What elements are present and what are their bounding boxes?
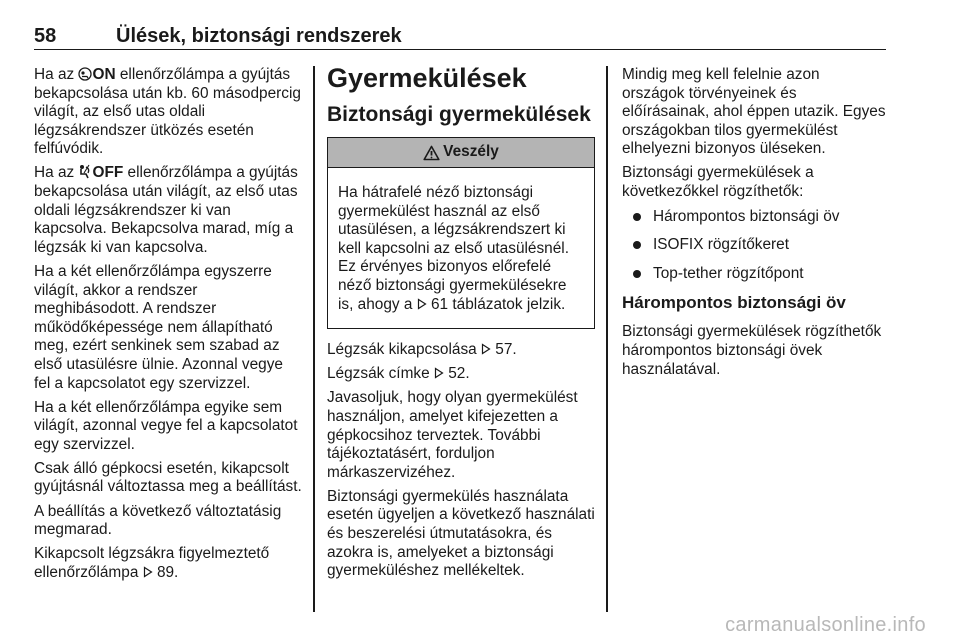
paragraph: Ha az OFF ellenőrzőlámpa a gyújtás bekapcsolása után világít, az első utas oldali légzsákrendszer ki van kapcsolva. Bekapcsolva marad, míg a légzsák ki van kapcsolva. [34, 164, 298, 256]
page-reference-link[interactable]: 89. [143, 564, 179, 583]
column-right [622, 66, 886, 385]
reference-arrow-icon [143, 566, 153, 578]
paragraph: Légzsák kikapcsolása 57. [327, 341, 517, 359]
reference-arrow-icon [417, 298, 427, 310]
paragraph: Légzsák címke 52. [327, 365, 470, 383]
bullet-list [622, 208, 886, 284]
warning-header [328, 138, 594, 168]
list-item: Top-tether rögzítőpont [622, 265, 886, 284]
paragraph: Kikapcsolt légzsákra figyelmeztető ellenőrzőlámpa 89. [34, 545, 270, 581]
paragraph: Ha a két ellenőrzőlámpa egyike sem világít, azonnal vegye fel a kapcsolatot egy szervizzel. [34, 398, 298, 453]
paragraph: Biztonsági gyermekülések rögzíthetők hárompontos biztonsági övek használatával. [622, 323, 882, 378]
warning-triangle-icon [423, 145, 440, 161]
page-reference-link[interactable]: 52. [434, 365, 470, 384]
page-reference-link[interactable]: 57. [481, 341, 517, 360]
page-number: 58 [34, 25, 57, 47]
paragraph: Biztonsági gyermekülés használata esetén ügyeljen a következő használati és beszerelési útmutatásokra, és azokra is, amelyeket a biztonsági gyermeküléshez mellékeltek. [327, 487, 595, 580]
bullet-icon [633, 241, 641, 249]
paragraph: A beállítás a következő változtatásig megmarad. [34, 502, 282, 539]
column-divider [606, 66, 608, 612]
warning-text: Ha hátrafelé néző biztonsági gyermekülést használ az első utasülésen, a légzsákrendszert ki kell kapcsolni az első utasülésnél. Ez érvényes bizonyos előrefelé néző biztonsági gyermekülésekre is, ahogy a 61 táblázatok jelzik. [338, 184, 569, 313]
page-reference-link[interactable]: 61 táblázatok [417, 296, 523, 315]
airbag-off-icon [78, 164, 92, 179]
section-heading: Gyermekülések [327, 63, 527, 93]
paragraph: Ha a két ellenőrzőlámpa egyszerre világít, akkor a rendszer meghibásodott. A rendszer működőképessége nem állapítható meg, ezért senkinek sem szabad az első utasülésre ülnie. Azonnal vegye fel a kapcsolatot egy szervizzel. [34, 262, 283, 392]
subsection-heading: Biztonsági gyermekülések [327, 103, 591, 126]
subsection-heading: Hárompontos biztonsági öv [622, 293, 846, 313]
column-divider [313, 66, 315, 612]
page-title: Ülések, biztonsági rendszerek [116, 25, 402, 47]
airbag-on-icon [78, 67, 92, 81]
bullet-icon [633, 213, 641, 221]
bullet-icon [633, 270, 641, 278]
paragraph: Javasoljuk, hogy olyan gyermekülést használjon, amelyet kifejezetten a gépkocsihoz terveztek. További tájékoztatásért, forduljon márkaszervizéhez. [327, 389, 578, 481]
warning-title: Veszély [443, 143, 499, 161]
paragraph: Biztonsági gyermekülések a következőkkel rögzíthetők: [622, 164, 814, 201]
reference-arrow-icon [481, 343, 491, 355]
watermark: carmanualsonline.info [725, 614, 926, 636]
paragraph: Ha az ON ellenőrzőlámpa a gyújtás bekapcsolása után kb. 60 másodpercig világít, az első utas oldali légzsákrendszer ütközés esetén felfúvódik. [34, 66, 301, 158]
paragraph: Mindig meg kell felelnie azon országok törvényeinek és előírásainak, ahol éppen utazik. Egyes országokban tilos gyermekülést elhelyezni bizonyos üléseken. [622, 66, 886, 158]
page-header [34, 22, 886, 50]
list-item: ISOFIX rögzítőkeret [622, 236, 886, 255]
reference-arrow-icon [434, 367, 444, 379]
paragraph: Csak álló gépkocsi esetén, kikapcsolt gyújtásnál változtassa meg a beállítást. [34, 459, 302, 496]
column-middle [327, 63, 595, 586]
column-left [34, 66, 302, 588]
warning-box [327, 137, 595, 329]
list-item: Hárompontos biztonsági öv [622, 208, 886, 227]
